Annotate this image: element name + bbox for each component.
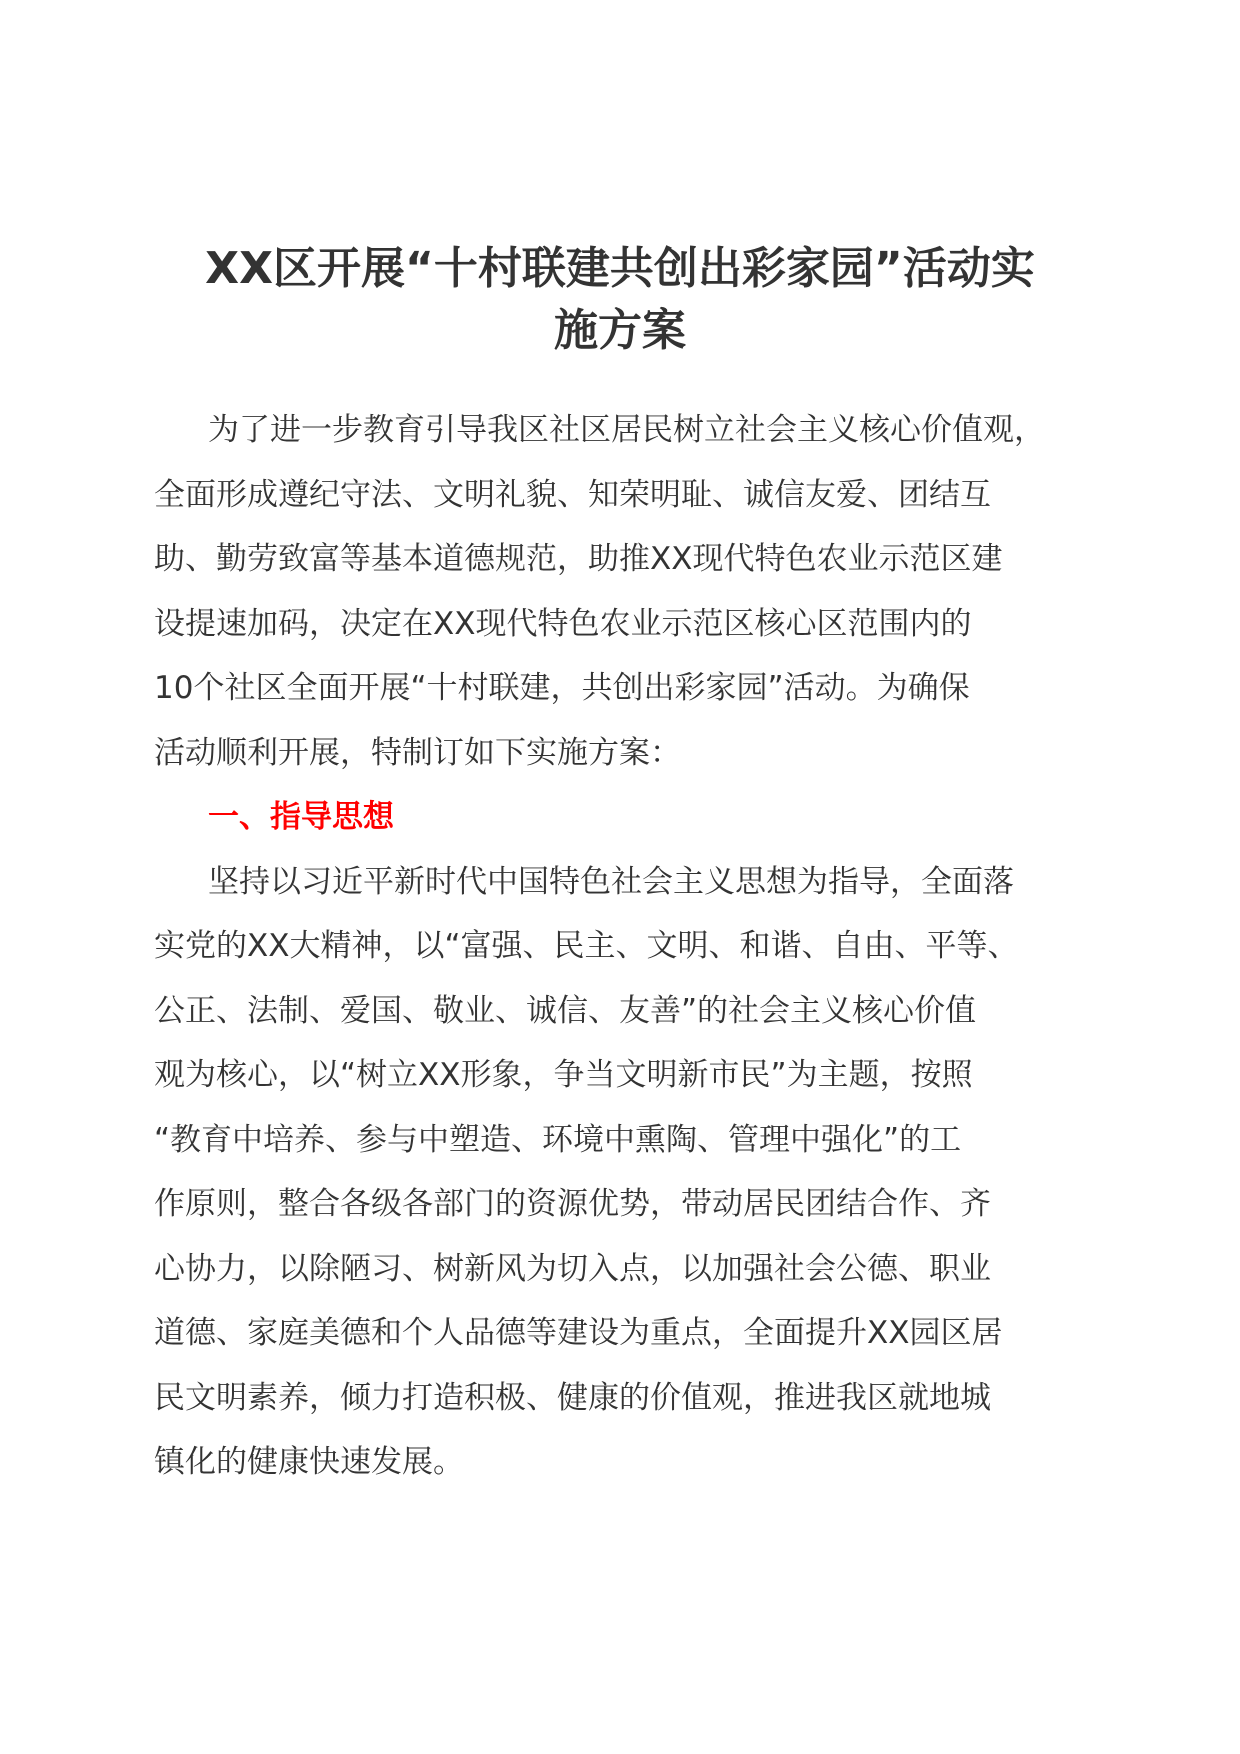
paragraph-line: 助、勤劳致富等基本道德规范，助推XX现代特色农业示范区建 (154, 541, 1003, 577)
paragraph-line: 实党的XX大精神，以“富强、民主、文明、和谐、自由、平等、 (154, 928, 1019, 964)
paragraph-line: 全面形成遵纪守法、文明礼貌、知荣明耻、诚信友爱、团结互 (154, 476, 991, 513)
paragraph-line: 设提速加码，决定在XX现代特色农业示范区核心区范围内的 (154, 605, 972, 642)
guiding-ideology-paragraph (154, 850, 1114, 1495)
paragraph-line: 民文明素养，倾力打造积极、健康的价值观，推进我区就地城 (154, 1379, 991, 1416)
paragraph-line: 公正、法制、爱国、敬业、诚信、友善”的社会主义核心价值 (154, 992, 977, 1029)
paragraph-line: 坚持以习近平新时代中国特色社会主义思想为指导，全面落 (208, 863, 1014, 900)
paragraph-line: “教育中培养、参与中塑造、环境中熏陶、管理中强化”的工 (154, 1121, 962, 1158)
document-body (154, 398, 1114, 1495)
paragraph-line: 道德、家庭美德和个人品德等建设为重点，全面提升XX园区居 (154, 1315, 1003, 1351)
title-line-1: XX区开展“十村联建共创出彩家园”活动实 (205, 243, 1035, 294)
paragraph-line: 活动顺利开展，特制订如下实施方案： (154, 734, 681, 771)
paragraph-line: 作原则，整合各级各部门的资源优势，带动居民团结合作、齐 (154, 1186, 991, 1222)
title-line-2: 施方案 (554, 305, 686, 356)
intro-paragraph (154, 398, 1114, 785)
section-heading-guiding-ideology: 一、指导思想 (208, 799, 394, 835)
paragraph-line: 镇化的健康快速发展。 (154, 1444, 464, 1480)
paragraph-line: 为了进一步教育引导我区社区居民树立社会主义核心价值观， (208, 412, 1045, 448)
paragraph-line: 观为核心，以“树立XX形象，争当文明新市民”为主题，按照 (154, 1057, 973, 1093)
document-title (150, 238, 1090, 362)
paragraph-line: 10个社区全面开展“十村联建，共创出彩家园”活动。为确保 (154, 670, 970, 706)
paragraph-line: 心协力，以除陋习、树新风为切入点，以加强社会公德、职业 (154, 1250, 991, 1287)
